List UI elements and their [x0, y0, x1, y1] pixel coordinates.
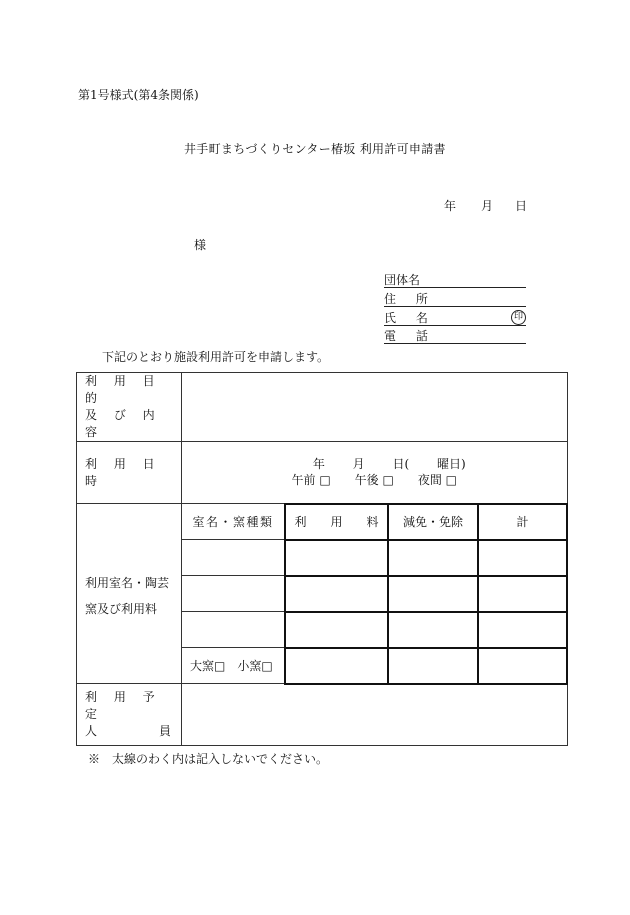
fee-cell — [285, 612, 388, 648]
reduction-cell — [388, 612, 478, 648]
date-day: 日 — [515, 199, 528, 213]
date-year: 年 — [444, 199, 457, 213]
fee-cell — [285, 576, 388, 612]
room-fee-label: 利用室名・陶芸 窯及び利用料 — [77, 504, 182, 684]
room-cell[interactable] — [182, 540, 286, 576]
column-room-name: 室名・窯種類 — [182, 504, 286, 540]
seal-mark: 印 — [511, 310, 526, 325]
footer-note: ※ 太線のわく内は記入しないでください。 — [88, 752, 329, 766]
name-field[interactable] — [384, 311, 526, 326]
column-reduction: 減免・免除 — [388, 504, 478, 540]
document-title: 井手町まちづくりセンター椿坂 利用許可申請書 — [184, 142, 446, 156]
group-name-field[interactable] — [384, 273, 526, 288]
phone-field[interactable] — [384, 329, 526, 344]
name-label: 氏 名 — [384, 311, 436, 325]
application-table — [76, 372, 568, 746]
attendees-input[interactable] — [182, 684, 568, 746]
fee-cell — [285, 540, 388, 576]
phone-label: 電 話 — [384, 329, 436, 343]
group-name-label: 団体名 — [384, 273, 421, 287]
date-month: 月 — [481, 199, 494, 213]
reduction-cell — [388, 576, 478, 612]
attendees-label: 利 用 予 定 人 員 — [77, 684, 182, 746]
intro-text: 下記のとおり施設利用許可を申請します。 — [102, 350, 330, 364]
addressee-suffix: 様 — [194, 238, 207, 252]
reduction-cell — [388, 648, 478, 684]
kiln-options-cell[interactable]: 大窯□ 小窯□ — [182, 648, 286, 684]
address-field[interactable] — [384, 292, 526, 307]
room-cell[interactable] — [182, 612, 286, 648]
reduction-cell — [388, 540, 478, 576]
total-cell — [478, 540, 567, 576]
column-fee: 利 用 料 — [285, 504, 388, 540]
fee-cell — [285, 648, 388, 684]
column-total: 計 — [478, 504, 567, 540]
purpose-input[interactable] — [182, 373, 568, 442]
datetime-input[interactable]: 年 月 日( 曜日) 午前 □ 午後 □ 夜間 □ — [182, 442, 568, 504]
form-number: 第1号様式(第4条関係) — [78, 88, 199, 102]
room-cell[interactable] — [182, 576, 286, 612]
total-cell — [478, 576, 567, 612]
total-cell — [478, 612, 567, 648]
datetime-label: 利 用 日 時 — [77, 442, 182, 504]
total-cell — [478, 648, 567, 684]
address-label: 住 所 — [384, 292, 436, 306]
purpose-label: 利 用 目 的 及 び 内 容 — [77, 373, 182, 442]
